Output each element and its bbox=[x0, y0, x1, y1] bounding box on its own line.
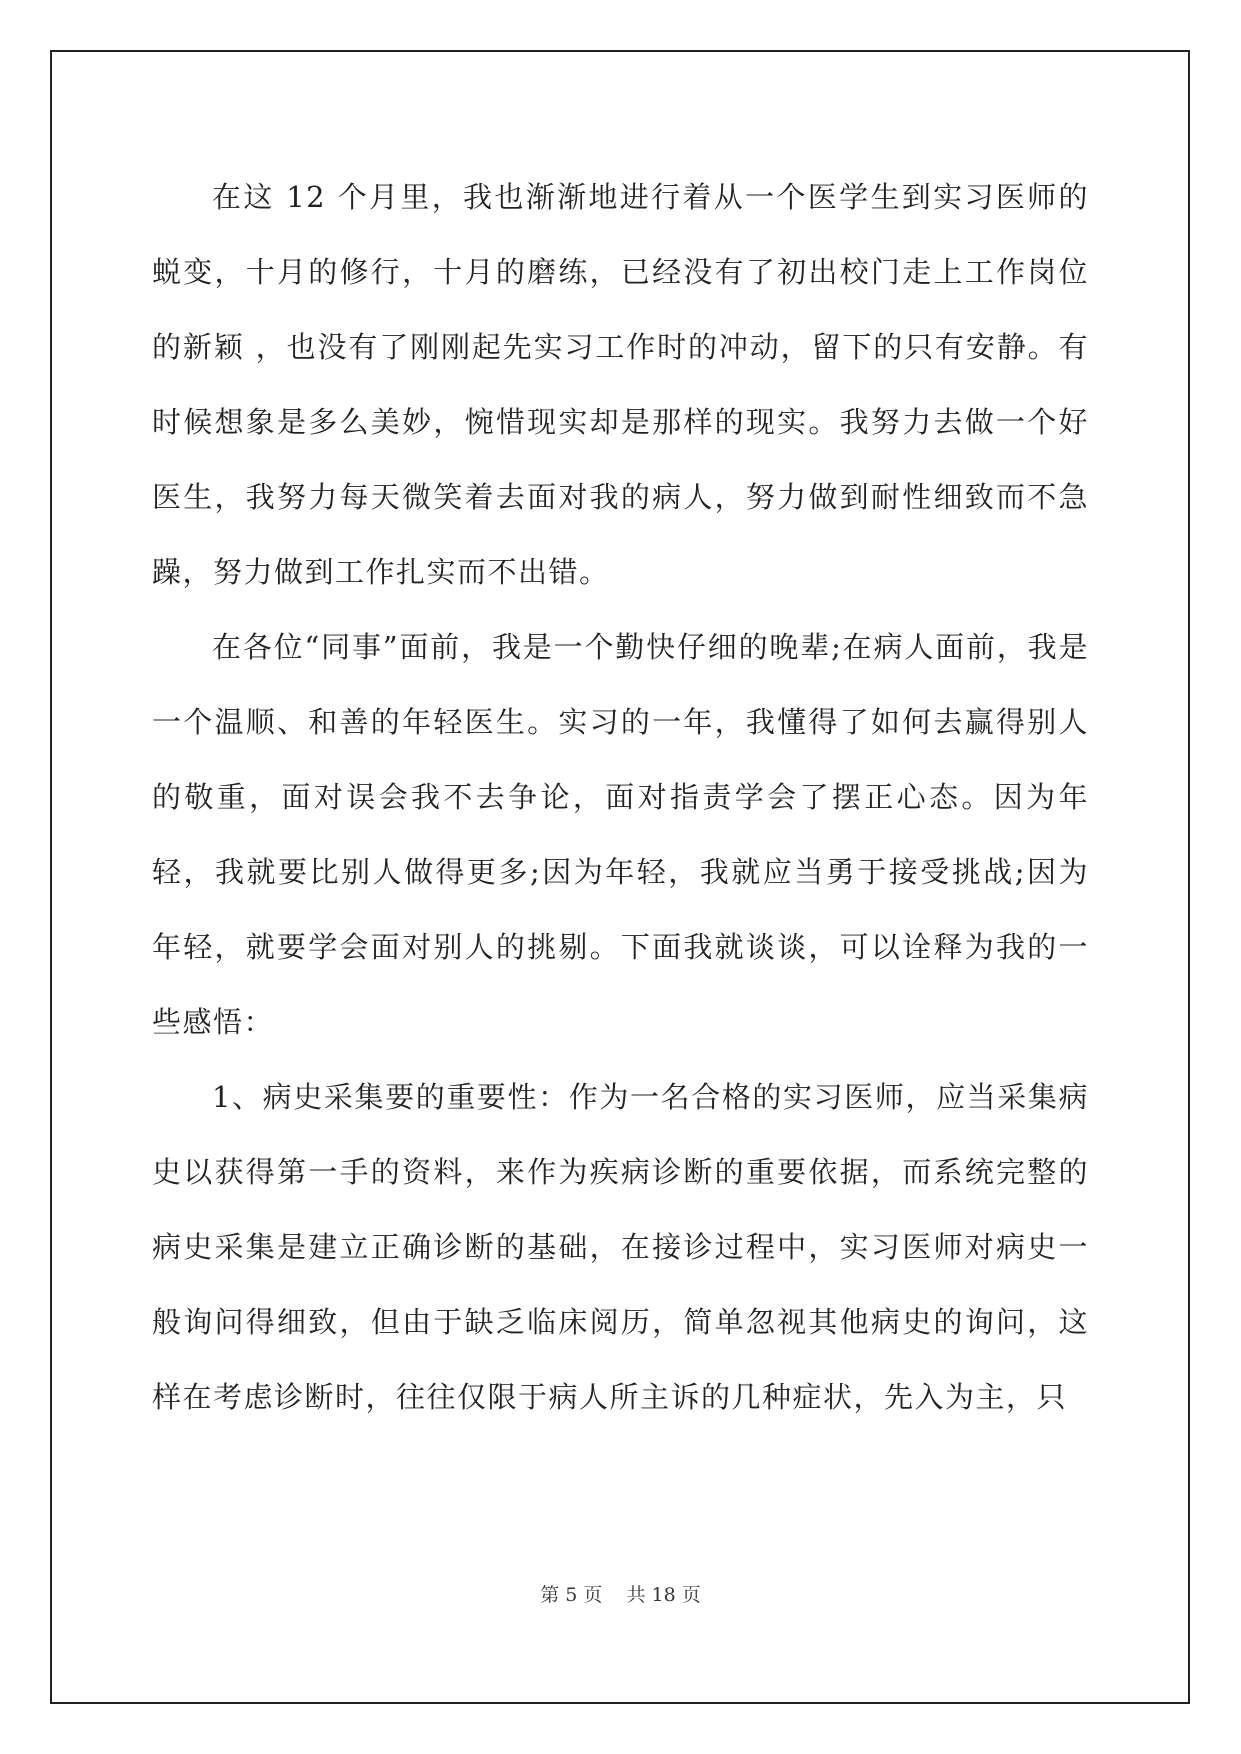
page-count: 共 18 页 bbox=[626, 1584, 701, 1606]
page-footer bbox=[0, 1583, 1241, 1607]
paragraph: 在这 12 个月里，我也渐渐地进行着从一个医学生到实习医师的蜕变，十月的修行，十月的磨练，已经没有了初出校门走上工作岗位的新颖 ，也没有了刚刚起先实习工作时的冲动，留下的只有安静。有时候想象是多么美妙，惋惜现实却是那样的现实。我努力去做一个好医生，我努力每天微笑着去面对我的病人，努力做到耐性细致而不急躁，努力做到工作扎实而不出错。 bbox=[152, 180, 1089, 589]
paragraph: 在各位“同事”面前，我是一个勤快仔细的晚辈;在病人面前，我是一个温顺、和善的年轻医生。实习的一年，我懂得了如何去赢得别人的敬重，面对误会我不去争论，面对指责学会了摆正心态。因为年轻，我就要比别人做得更多;因为年轻，我就应当勇于接受挑战;因为年轻，就要学会面对别人的挑剔。下面我就谈谈，可以诠释为我的一些感悟： bbox=[152, 630, 1089, 1039]
paragraph: 1、病史采集要的重要性：作为一名合格的实习医师，应当采集病史以获得第一手的资料，来作为疾病诊断的重要依据，而系统完整的病史采集是建立正确诊断的基础，在接诊过程中，实习医师对病史一般询问得细致，但由于缺乏临床阅历，简单忽视其他病史的询问，这样在考虑诊断时，往往仅限于病人所主诉的几种症状，先入为主，只 bbox=[152, 1080, 1089, 1414]
document-body bbox=[152, 160, 1089, 1435]
page-number: 第 5 页 bbox=[540, 1584, 603, 1606]
